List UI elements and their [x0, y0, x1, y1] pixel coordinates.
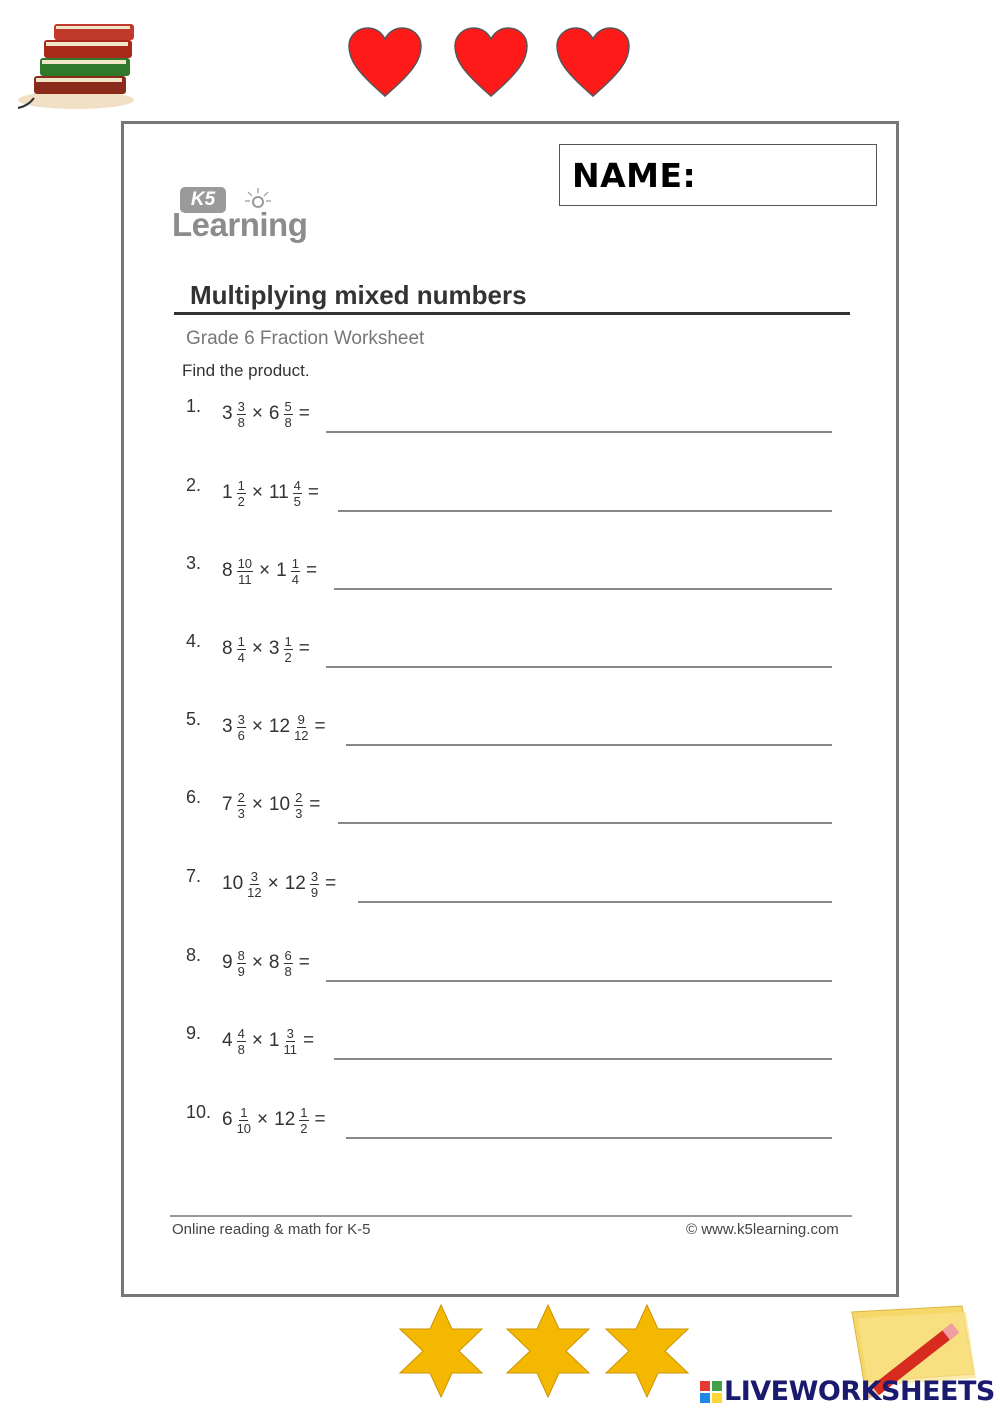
mixed-number	[222, 949, 246, 978]
problem-number: 3.	[186, 552, 202, 573]
denominator: 6	[237, 727, 245, 743]
fraction	[237, 949, 246, 978]
star-icon	[505, 1303, 591, 1399]
problem-number: 6.	[186, 786, 202, 807]
problem-number: 5.	[186, 708, 202, 729]
mixed-number	[222, 1106, 251, 1135]
star-icon	[398, 1303, 484, 1399]
mixed-number	[222, 791, 246, 820]
whole-part: 3	[222, 403, 233, 424]
mixed-number	[269, 479, 302, 508]
numerator: 3	[237, 398, 245, 414]
mixed-number	[222, 870, 262, 899]
whole-part: 4	[222, 1030, 233, 1051]
whole-part: 12	[274, 1109, 296, 1130]
problem-number: 2.	[186, 474, 202, 495]
multiply-sign: ×	[251, 638, 263, 659]
whole-part: 10	[222, 873, 244, 894]
numerator: 1	[237, 477, 245, 493]
fraction	[284, 635, 293, 664]
worksheet-instructions: Find the product.	[182, 361, 310, 380]
fraction	[294, 713, 308, 742]
multiply-sign: ×	[251, 716, 263, 737]
worksheet-title: Multiplying mixed numbers	[190, 280, 527, 310]
problem-number: 1.	[186, 395, 202, 416]
denominator: 8	[284, 414, 292, 430]
k5-logo-badge: K5	[180, 187, 226, 213]
equals-sign: =	[298, 952, 310, 973]
liveworksheets-logo-icon	[700, 1381, 722, 1403]
answer-input[interactable]	[334, 1058, 832, 1060]
whole-part: 1	[276, 560, 287, 581]
whole-part: 6	[222, 1109, 233, 1130]
fraction	[237, 635, 246, 664]
mixed-number	[222, 635, 246, 664]
fraction	[237, 479, 246, 508]
mixed-number	[269, 635, 293, 664]
title-divider	[174, 312, 850, 315]
heart-icon	[453, 26, 529, 98]
denominator: 5	[293, 493, 301, 509]
numerator: 2	[295, 789, 303, 805]
sun-icon	[244, 186, 272, 214]
denominator: 3	[295, 805, 303, 821]
answer-input[interactable]	[358, 901, 832, 903]
worksheet-subtitle: Grade 6 Fraction Worksheet	[186, 328, 425, 349]
problem-number: 7.	[186, 865, 202, 886]
mixed-number	[222, 557, 253, 586]
answer-input[interactable]	[334, 588, 832, 590]
denominator: 2	[237, 493, 245, 509]
whole-part: 9	[222, 952, 233, 973]
denominator: 3	[237, 805, 245, 821]
fraction	[237, 1106, 251, 1135]
equals-sign: =	[303, 1030, 315, 1051]
equals-sign: =	[298, 403, 310, 424]
mixed-number	[222, 1027, 246, 1056]
equals-sign: =	[314, 716, 326, 737]
whole-part: 12	[268, 716, 291, 737]
denominator: 9	[310, 884, 319, 900]
multiply-sign: ×	[257, 1109, 269, 1130]
answer-input[interactable]	[338, 510, 832, 512]
numerator: 3	[237, 711, 245, 727]
liveworksheets-brand: LIVEWORKSHEETS	[724, 1376, 995, 1407]
denominator: 12	[247, 884, 262, 900]
multiply-sign: ×	[251, 482, 263, 503]
whole-part: 3	[268, 638, 280, 659]
fraction	[284, 1027, 298, 1056]
answer-input[interactable]	[326, 666, 832, 668]
multiply-sign: ×	[251, 952, 263, 973]
numerator: 5	[284, 398, 292, 414]
whole-part: 11	[268, 482, 289, 503]
problem-number: 10.	[186, 1101, 212, 1122]
multiply-sign: ×	[251, 794, 263, 815]
fraction	[237, 400, 246, 429]
denominator: 11	[283, 1041, 297, 1057]
fraction	[237, 713, 246, 742]
mixed-number	[222, 713, 246, 742]
fraction	[284, 400, 293, 429]
numerator: 1	[284, 633, 292, 649]
answer-input[interactable]	[326, 431, 832, 433]
mixed-number	[285, 870, 319, 899]
numerator: 9	[297, 711, 305, 727]
footer-divider	[170, 1215, 852, 1217]
denominator: 8	[237, 414, 245, 430]
k5-logo-word: Learning	[172, 206, 308, 243]
denominator: 2	[300, 1120, 308, 1136]
equals-sign: =	[309, 794, 321, 815]
numerator: 3	[250, 868, 258, 884]
fraction	[247, 870, 261, 899]
equals-sign: =	[314, 1109, 326, 1130]
numerator: 4	[237, 1025, 245, 1041]
footer-website: © www.k5learning.com	[686, 1221, 839, 1238]
fraction	[293, 479, 302, 508]
mixed-number	[274, 1106, 308, 1135]
problem-number: 9.	[186, 1022, 202, 1043]
whole-part: 6	[268, 403, 280, 424]
numerator: 4	[293, 477, 301, 493]
numerator: 10	[237, 555, 253, 571]
denominator: 10	[236, 1120, 252, 1136]
mixed-number	[269, 713, 309, 742]
fraction	[294, 791, 303, 820]
answer-input[interactable]	[326, 980, 832, 982]
name-label: NAME:	[572, 156, 697, 195]
numerator: 1	[300, 1104, 308, 1120]
whole-part: 3	[222, 716, 233, 737]
equals-sign: =	[298, 638, 310, 659]
whole-part: 1	[268, 1030, 280, 1051]
mixed-number	[222, 400, 246, 429]
whole-part: 7	[222, 794, 233, 815]
denominator: 4	[291, 571, 299, 587]
equals-sign: =	[305, 560, 318, 581]
whole-part: 10	[268, 794, 291, 815]
problem-number: 8.	[186, 944, 202, 965]
fraction	[291, 557, 300, 586]
heart-icon	[347, 26, 423, 98]
multiply-sign: ×	[259, 560, 271, 581]
fraction	[237, 791, 246, 820]
mixed-number	[269, 400, 293, 429]
numerator: 2	[237, 789, 245, 805]
numerator: 6	[284, 947, 292, 963]
problem-number: 4.	[186, 630, 202, 651]
answer-input[interactable]	[346, 1137, 832, 1139]
denominator: 4	[237, 649, 245, 665]
numerator: 1	[240, 1104, 248, 1120]
numerator: 8	[237, 947, 245, 963]
multiply-sign: ×	[251, 1030, 263, 1051]
denominator: 11	[238, 571, 252, 587]
mixed-number	[269, 1027, 297, 1056]
footer-tagline: Online reading & math for K-5	[172, 1221, 371, 1238]
fraction	[310, 870, 319, 899]
numerator: 1	[291, 555, 299, 571]
fraction	[237, 557, 253, 586]
equals-sign: =	[325, 873, 337, 894]
mixed-number	[269, 949, 293, 978]
mixed-number	[276, 557, 300, 586]
fraction	[237, 1027, 246, 1056]
denominator: 2	[284, 649, 292, 665]
denominator: 8	[284, 963, 292, 979]
denominator: 8	[237, 1041, 245, 1057]
whole-part: 12	[284, 873, 306, 894]
whole-part: 8	[222, 638, 233, 659]
answer-input[interactable]	[338, 822, 832, 824]
denominator: 9	[237, 963, 245, 979]
multiply-sign: ×	[267, 873, 279, 894]
mixed-number	[269, 791, 303, 820]
denominator: 12	[294, 727, 309, 743]
fraction	[299, 1106, 308, 1135]
whole-part: 8	[222, 560, 233, 581]
heart-icon	[555, 26, 631, 98]
equals-sign: =	[307, 482, 319, 503]
whole-part: 8	[268, 952, 280, 973]
star-icon	[604, 1303, 690, 1399]
numerator: 3	[310, 868, 319, 884]
whole-part: 1	[222, 482, 233, 503]
numerator: 3	[286, 1025, 294, 1041]
books-icon	[14, 14, 144, 114]
fraction	[284, 949, 293, 978]
numerator: 1	[237, 633, 245, 649]
answer-input[interactable]	[346, 744, 832, 746]
mixed-number	[222, 479, 246, 508]
multiply-sign: ×	[251, 403, 263, 424]
